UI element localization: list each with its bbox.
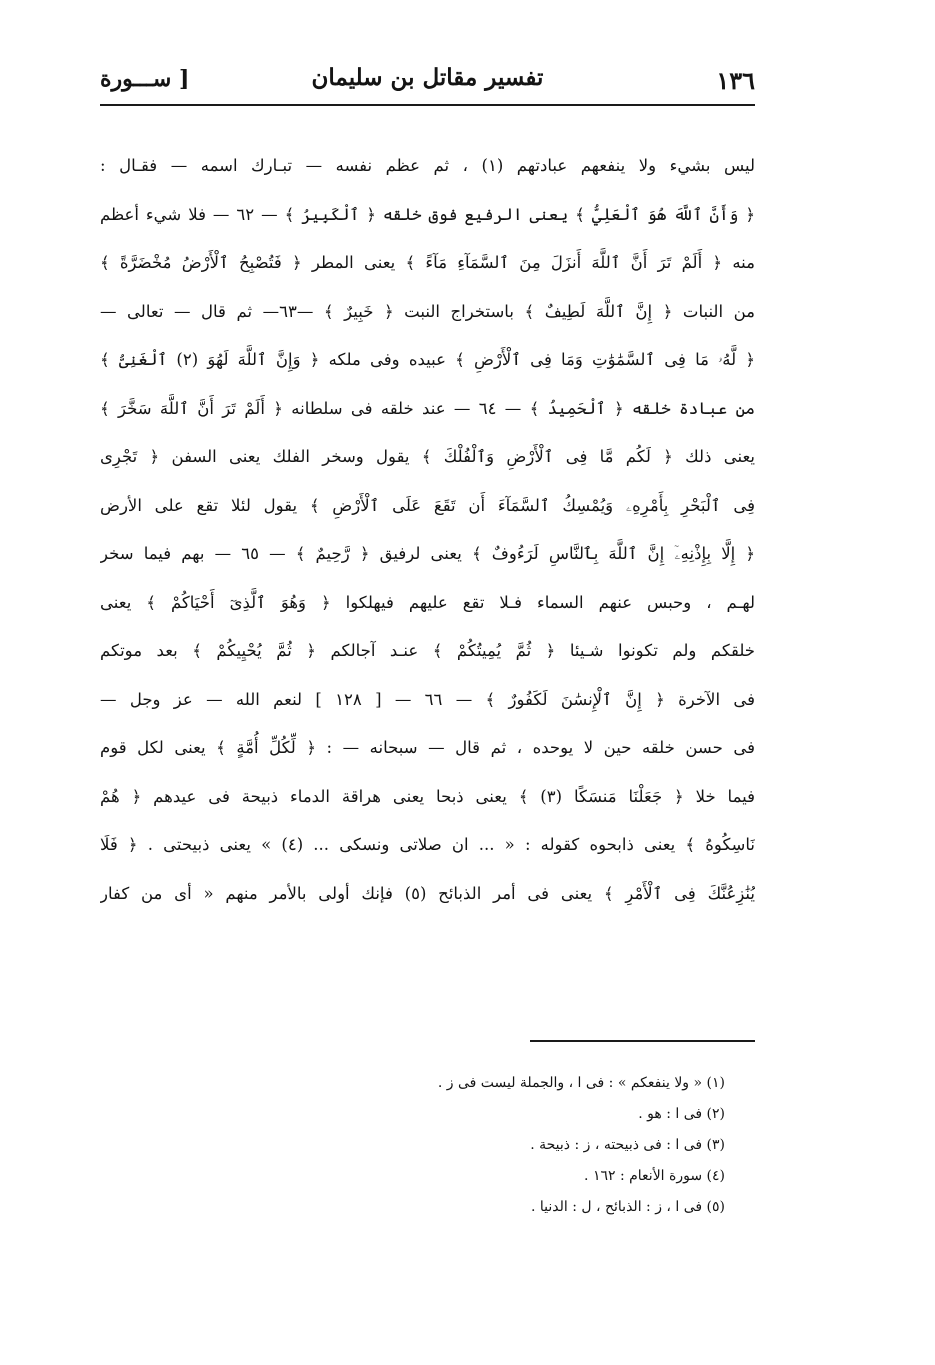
text-line: نَاسِكُوهُ ﴾ يعنى ذابحوه كقوله : « ... ان صلاتى ونسكى ... (٤) » يعنى ذبيحتى . ﴿ فَلَا — [100, 835, 755, 854]
text-line: فى حسن خلقه حين لا يوحده ، ثم قال — سبحانه — : ﴿ لِّكُلِّ أُمَّةٍ ﴾ يعنى لكل قوم — [100, 738, 755, 757]
text-line: ليس بشيء ولا ينفعهم عبادتهم (١) ، ثم عظم نفسه — تبـارك اسمه — فقـال : — [100, 156, 755, 175]
text-line: فى الآخرة ﴿ إِنَّ ٱلْإِنسَٰنَ لَكَفُورٌ ﴾ — ٦٦ — [ ١٢٨ ] لنعم الله — عز وجل — — [100, 689, 755, 709]
footnotes — [205, 1068, 725, 1223]
text-line: فيما خلا ﴿ جَعَلْنَا مَنسَكًا (٣) ﴾ يعنى ذبحا يعنى هراقة الدماء ذبيحة فى عيدهم ﴿ هُمْ — [100, 786, 755, 806]
book-title: تفسير مقاتل بن سليمان — [311, 64, 544, 91]
text-line: من عبادة خلقه ﴿ ٱلْحَمِيدُ ﴾ — ٦٤ — عند خلقه فى سلطانه ﴿ أَلَمْ تَرَ أَنَّ ٱللَّهَ سَخَّرَ ﴾ — [100, 398, 755, 418]
header-rule — [100, 104, 755, 106]
text-line: لهـم ، وحبس عنهم السماء فـلا تقع عليهم فيهلكوا ﴿ وَهُوَ ٱلَّذِىٓ أَحْيَاكُمْ ﴾ يعنى — [100, 592, 755, 612]
page-header — [100, 58, 755, 108]
surah-label: [ ســـورة — [100, 66, 190, 92]
footnote-rule — [530, 1040, 755, 1042]
footnote: (١) « ولا ينفعكم » : فى ا ، والجملة ليست فى ز . — [437, 1075, 725, 1091]
text-line: منه ﴿ أَلَمْ تَرَ أَنَّ ٱللَّهَ أَنزَلَ مِنَ ٱلسَّمَآءِ مَآءً ﴾ يعنى المطر ﴿ فَتُصْبِحُ ٱلْأَرْضُ مُخْضَرَّةً ﴾ — [100, 253, 755, 272]
footnote: (٢) فى ا : هو . — [638, 1106, 725, 1122]
main-text — [100, 142, 755, 918]
page-number: ١٣٦ — [716, 66, 755, 95]
footnote: (٥) فى ا ، ز : الذبائح ، ل : الدنيا . — [530, 1199, 725, 1215]
text-line: من النبات ﴿ إِنَّ ٱللَّهَ لَطِيفٌ ﴾ باستخراج النبت ﴿ خَبِيرٌ ﴾ —٦٣— ثم قال — تعالى — — [100, 301, 755, 321]
text-line: يُنَٰزِعُنَّكَ فِى ٱلْأَمْرِ ﴾ يعنى فى أمر الذبائح (٥) فإنك أولى بالأمر منهم « أى من كفار — [100, 883, 755, 903]
footnote: (٤) سورة الأنعام : ١٦٢ . — [584, 1168, 725, 1184]
text-line: خلقكم ولم تكونوا شـيئا ﴿ ثُمَّ يُمِيتُكُمْ ﴾ عنـد آجالكم ﴿ ثُمَّ يُحْيِيكُمْ ﴾ بعد موتكم — [100, 641, 755, 660]
text-line: ﴿ إِلَّا بِإِذْنِهِۦٓ إِنَّ ٱللَّهَ بِٱلنَّاسِ لَرَءُوفٌ ﴾ يعنى لرفيق ﴿ رَّحِيمٌ ﴾ — ٦٥ — بهم فيما سخر — [100, 544, 755, 563]
footnote: (٣) فى ا : فى ذبيحته ، ز : ذبيحة . — [530, 1137, 725, 1153]
text-line: ﴿ وَأَنَّ ٱللَّهَ هُوَ ٱلْعَلِيُّ ﴾ يعنى الرفيع فوق خلقه ﴿ ٱلْكَبِيرُ ﴾ — ٦٢ — فلا شيء أعظم — [100, 204, 755, 224]
text-line: ﴿ لَّهُۥ مَا فِى ٱلسَّمَٰوَٰتِ وَمَا فِى ٱلْأَرْضِ ﴾ عبيده وفى ملكه ﴿ وَإِنَّ ٱللَّهَ لَهُوَ (٢) ٱلْغَنِىُّ ﴾ — [100, 350, 755, 369]
text-line: يعنى ذلك ﴿ لَكُم مَّا فِى ٱلْأَرْضِ وَٱلْفُلْكَ ﴾ يقول وسخر الفلك يعنى السفن ﴿ تَجْرِى — [100, 447, 755, 466]
text-line: فِى ٱلْبَحْرِ بِأَمْرِهِۦ وَيُمْسِكُ ٱلسَّمَآءَ أَن تَقَعَ عَلَى ٱلْأَرْضِ ﴾ يقول لئلا تقع على الأرض — [100, 495, 755, 515]
